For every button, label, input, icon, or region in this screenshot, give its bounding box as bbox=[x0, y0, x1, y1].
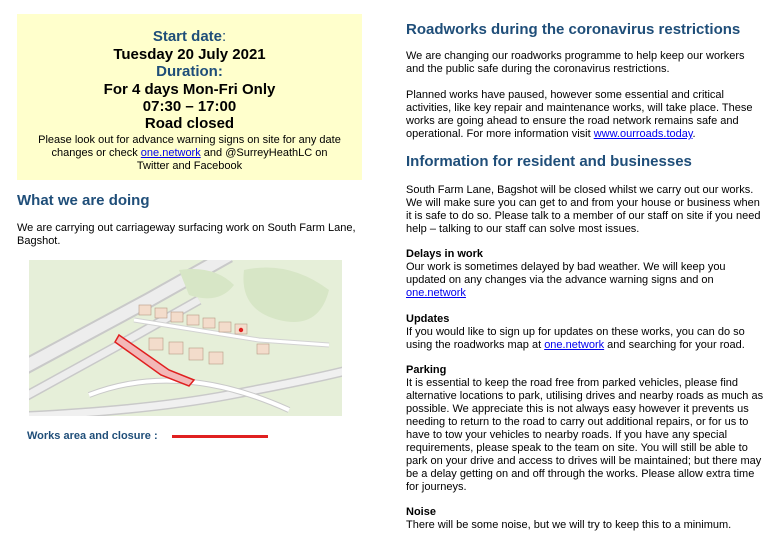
information-paragraph: South Farm Lane, Bagshot will be closed whilst we carry out our works. We will make sure you can get to and from your house or business when it is safe to do so. Please talk to a member of our staff on site if you need help – talking to our staff can solve most issues. bbox=[406, 184, 761, 235]
noise-title: Noise bbox=[406, 506, 436, 518]
what-we-are-doing-text: We are carrying out carriageway surfacing work on South Farm Lane, Bagshot. bbox=[17, 222, 356, 247]
updates-section bbox=[406, 313, 764, 352]
parking-text: It is essential to keep the road free from parked vehicles, please find alternative locations to park, utilising drives and nearby roads as much as possible. We appreciate this is not always easy however it prevents us needing to return to the road to carry out additional repairs, or for us to have to tow your vehicles to nearby roads. If you have any special requirements, please speak to the team on site. You will still be able to park on your drive and access to drives will be maintained; but there may be a delay getting on and off through the works. Please allow extra time for journeys. bbox=[406, 377, 764, 493]
parking-title: Parking bbox=[406, 364, 447, 376]
duration-label: Duration: bbox=[156, 63, 223, 80]
coronavirus-paragraph-1: We are changing our roadworks programme to help keep our workers and the public safe during the coronavirus restrictions. bbox=[406, 50, 745, 75]
updates-text: If you would like to sign up for updates on these works, you can do so using the roadworks map at one.network and searching for your road. bbox=[406, 326, 745, 351]
site-map-drawing bbox=[29, 260, 342, 416]
coronavirus-paragraph-2: Planned works have paused, however some essential and critical activities, like key repair and maintenance works, will take place. These works are going ahead to ensure the road network remains safe and operational. For more information visit www.ourroads.today. bbox=[406, 89, 753, 140]
noise-section bbox=[406, 506, 764, 532]
map-legend-label: Works area and closure : bbox=[27, 430, 158, 442]
works-summary-box bbox=[17, 14, 362, 180]
delays-section bbox=[406, 248, 756, 300]
delays-one-network-link[interactable]: one.network bbox=[406, 287, 466, 299]
ourroads-link[interactable]: www.ourroads.today bbox=[593, 128, 693, 140]
information-heading: Information for resident and businesses bbox=[406, 153, 692, 170]
updates-one-network-link[interactable]: one.network bbox=[544, 339, 605, 351]
updates-title: Updates bbox=[406, 313, 450, 325]
parking-section bbox=[406, 364, 764, 494]
works-area-legend-line bbox=[172, 435, 268, 438]
closure-status: Road closed bbox=[144, 115, 235, 132]
what-we-are-doing-heading: What we are doing bbox=[17, 192, 150, 209]
noise-text: There will be some noise, but we will try to keep this to a minimum. bbox=[406, 519, 732, 531]
site-map bbox=[29, 260, 342, 416]
delays-text: Our work is sometimes delayed by bad weather. We will keep you updated on any changes via the advance warning signs and on one.network bbox=[406, 261, 726, 299]
delays-title: Delays in work bbox=[406, 248, 484, 260]
working-hours: 07:30 – 17:00 bbox=[142, 98, 237, 115]
one-network-link[interactable]: one.network bbox=[140, 147, 201, 159]
start-date-label: Start date: bbox=[152, 28, 227, 45]
duration-value: For 4 days Mon-Fri Only bbox=[103, 81, 276, 98]
warning-notice: Please look out for advance warning signs on site for any date changes or check one.network and @SurreyHeathLC on Twitter and Facebook bbox=[38, 134, 341, 172]
start-date-value: Tuesday 20 July 2021 bbox=[113, 46, 266, 63]
coronavirus-heading: Roadworks during the coronavirus restrictions bbox=[406, 21, 741, 38]
